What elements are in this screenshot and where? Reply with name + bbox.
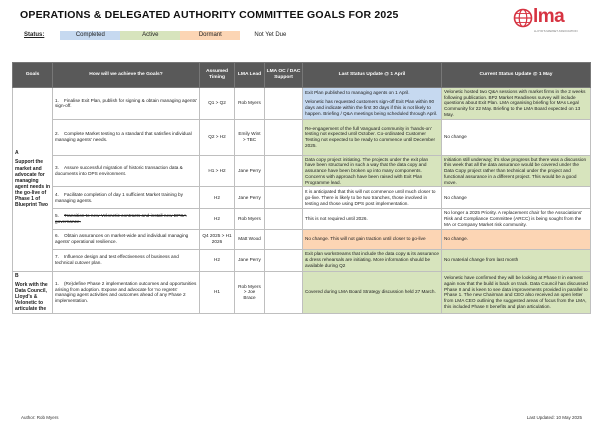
how-cell — [53, 249, 200, 271]
last-status-cell-text: Covered during LMA Board Strategy discussion held 27 March. — [305, 289, 436, 295]
legend-not-yet-due: Not Yet Due — [254, 32, 287, 38]
footer-updated: Last Updated: 10 May 2025 — [526, 415, 582, 420]
timing-cell: H1 — [200, 271, 235, 314]
support-cell — [265, 271, 303, 314]
table-row — [13, 119, 591, 155]
how-cell — [53, 88, 200, 120]
last-status-cell — [303, 119, 442, 155]
support-cell — [265, 209, 303, 229]
timing-cell: H2 — [200, 209, 235, 229]
table-header-row — [13, 63, 591, 88]
current-status-cell — [442, 209, 591, 229]
header-current-status: Current Status Update @ 1 May — [442, 63, 591, 88]
legend-label: Status: — [24, 32, 45, 38]
last-status-cell — [303, 88, 442, 120]
last-status-cell — [303, 187, 442, 209]
table-row — [13, 155, 591, 187]
status-legend — [24, 30, 300, 40]
item-number: 3. — [55, 165, 59, 171]
support-cell — [265, 155, 303, 187]
legend-completed: Completed — [60, 31, 120, 40]
current-status-cell-text: Initiation still underway; it's slow progress but there was a discussion this week that all the data assurance would be covered under the Data Copy project rather than technical under the project and functional assurance in a different project. This would be a good move. — [444, 156, 587, 185]
current-status-cell — [442, 229, 591, 249]
lma-logo — [513, 4, 593, 34]
header-goals: Goals — [13, 63, 53, 88]
last-status-cell-text: Exit Plan published to managing agents on 1 April. — [305, 90, 410, 96]
header-how: How will we achieve the Goals? — [53, 63, 200, 88]
item-number: 1. — [55, 280, 59, 286]
how-cell — [53, 119, 200, 155]
goals-table — [12, 62, 591, 314]
goal-letter: B — [15, 272, 19, 279]
timing-cell: Q1 > Q2 — [200, 88, 235, 120]
header-last-status: Last Status Update @ 1 April — [303, 63, 442, 88]
last-status-cell — [303, 249, 442, 271]
table-row — [13, 209, 591, 229]
how-text: Transition to new Velonetic contracts and install new DPSA governance. — [55, 213, 187, 224]
item-number: 7. — [55, 254, 59, 260]
current-status-cell-text: No change — [444, 134, 467, 140]
lead-cell: Matt Wood — [235, 229, 265, 249]
lead-cell: Jane Perry — [235, 249, 265, 271]
current-status-cell-text: No change — [444, 194, 467, 200]
how-cell — [53, 209, 200, 229]
current-status-cell — [442, 271, 591, 314]
lead-cell: Jane Perry — [235, 187, 265, 209]
support-cell — [265, 187, 303, 209]
item-number: 4. — [55, 192, 59, 198]
how-text: Assure successful migration of historic transaction data & documents into DPS environment. — [55, 165, 183, 176]
item-number: 1. — [55, 97, 59, 103]
goal-letter: A — [15, 150, 19, 157]
last-status-cell-text: It is anticipated that this will not commence until much closer to go-live. There is likely to be two tranches, those involved in testing and those using DPS post implementation. — [305, 189, 436, 206]
logo-tagline: LLOYD'S MARKET ASSOCIATION — [534, 29, 578, 33]
header-lead: LMA Lead — [235, 63, 265, 88]
timing-cell: Q4 2025 > H1 2026 — [200, 229, 235, 249]
how-cell — [53, 187, 200, 209]
goal-text: Work with the Data Council, Lloyd's & Velonetic to articulate the — [15, 281, 48, 313]
how-text: Finalise Exit Plan, publish for signing & obtain managing agents' sign-off. — [55, 97, 198, 109]
lead-cell: Rob Myers — [235, 209, 265, 229]
footer-author: Author: Rob Myers — [21, 415, 59, 420]
support-cell — [265, 119, 303, 155]
lead-cell: Rob Myers — [235, 88, 265, 120]
header-timing: Assumed Timing — [200, 63, 235, 88]
last-status-cell — [303, 229, 442, 249]
legend-dormant: Dormant — [180, 31, 240, 40]
document-title: OPERATIONS & DELEGATED AUTHORITY COMMITTEE GOALS FOR 2025 — [20, 9, 399, 21]
timing-cell: Q2 > H2 — [200, 119, 235, 155]
support-cell — [265, 249, 303, 271]
how-cell — [53, 271, 200, 314]
last-status-cell-text: This is not required until 2026. — [305, 216, 368, 222]
goal-cell — [13, 88, 53, 272]
table-row — [13, 187, 591, 209]
globe-icon — [513, 8, 533, 28]
current-status-cell-text: No material change from last month — [444, 257, 519, 263]
current-status-cell — [442, 155, 591, 187]
current-status-cell-text: No change. — [444, 236, 468, 242]
current-status-cell-text: Velonetic have confirmed they will be looking at Phase II in earnest again now that the build is back on track. Data Council has discussed Phase II and is keen to see data improvements provided in parallel to Phase 1. The new Chairman and CEO also received an open letter from LMA CEO outlining the suggested areas of focus from the LMA, this included Phase II benefits and plan articulation. — [444, 275, 588, 309]
current-status-cell — [442, 249, 591, 271]
last-status-cell-text: No change. This will not gain traction until closer to go-live — [305, 236, 426, 242]
lead-cell: Rob Myers > Joe Brace — [235, 271, 265, 314]
lead-cell: Emily Wint > TBC — [235, 119, 265, 155]
table-row — [13, 229, 591, 249]
current-status-cell-text: No longer a 2025 Priority. A replacement chair for the Associations' Risk and Compliance Committee (ARCC) is being sought from the MA or Company Market risk community. — [444, 210, 583, 227]
timing-cell: H1 > H2 — [200, 155, 235, 187]
last-status-cell-text: Velonetic has requested customers sign-off Exit Plan within 90 days and indicate within the first 30 days if this is not likely to happen. Briefing / Q&A meetings being scheduled through April. — [305, 99, 438, 116]
how-cell — [53, 229, 200, 249]
current-status-cell — [442, 88, 591, 120]
table-row — [13, 271, 591, 314]
goal-cell — [13, 271, 53, 314]
item-number: 5. — [55, 213, 59, 219]
current-status-cell — [442, 187, 591, 209]
support-cell — [265, 88, 303, 120]
how-text: Facilitate completion of day 1 sufficient Market training by managing agents. — [55, 192, 183, 203]
item-number: 6. — [55, 233, 59, 239]
logo-wordmark: lma — [533, 6, 565, 27]
goal-text: Support the market and advocate for managing agent needs in the go-live of Phase 1 of Blueprint Two — [15, 159, 51, 209]
item-number: 2. — [55, 131, 59, 137]
how-text: (Re)define Phase 2 implementation outcomes and opportunities arising from adoption. Expose and advocate for 'no regrets' managing agent activities and outcomes ahead of any Phase 2 implementation. — [55, 280, 197, 304]
support-cell — [265, 229, 303, 249]
lead-cell: Jane Perry — [235, 155, 265, 187]
timing-cell: H2 — [200, 249, 235, 271]
table-row — [13, 249, 591, 271]
timing-cell: H2 — [200, 187, 235, 209]
last-status-cell-text: Re-engagement of the full Vanguard community in 'hands-on' testing not expected until October. Co-ordinated Customer Testing not expected to be ready to commence until December 2025. — [305, 125, 436, 148]
table-row — [13, 88, 591, 120]
last-status-cell — [303, 155, 442, 187]
last-status-cell — [303, 271, 442, 314]
legend-active: Active — [120, 31, 180, 40]
current-status-cell-text: Velonetic hosted two Q&A sessions with market firms in the 2 weeks following publication. BP2 Market Readiness survey will include questions about Exit Plan. LMA organising briefing for MAs Legal Community for 22 May. Briefing to the LMA Board expected on 13 May. — [444, 89, 586, 117]
last-status-cell-text: Exit plan workstreams that include the data copy & its assurance & dress rehearsals are initiating. More information should be available during Q2 — [305, 251, 439, 268]
header-support: LMA OC / DAC Support — [265, 63, 303, 88]
how-cell — [53, 155, 200, 187]
how-text: Complete Market testing to a standard that satisfies individual managing agents' needs. — [55, 131, 192, 143]
how-text: Obtain assurances on market-wide and individual managing agents' operational resilience. — [55, 233, 189, 245]
last-status-cell — [303, 209, 442, 229]
last-status-cell-text: Data copy project initiating. The projects under the exit plan have been structured in such a way that the data copy and assurance have been broken up into many components. Concerns with approach have been raised with Exit Plan Programme lead. — [305, 156, 429, 185]
how-text: Influence design and test effectiveness of business and technical cutover plan. — [55, 254, 179, 266]
current-status-cell — [442, 119, 591, 155]
